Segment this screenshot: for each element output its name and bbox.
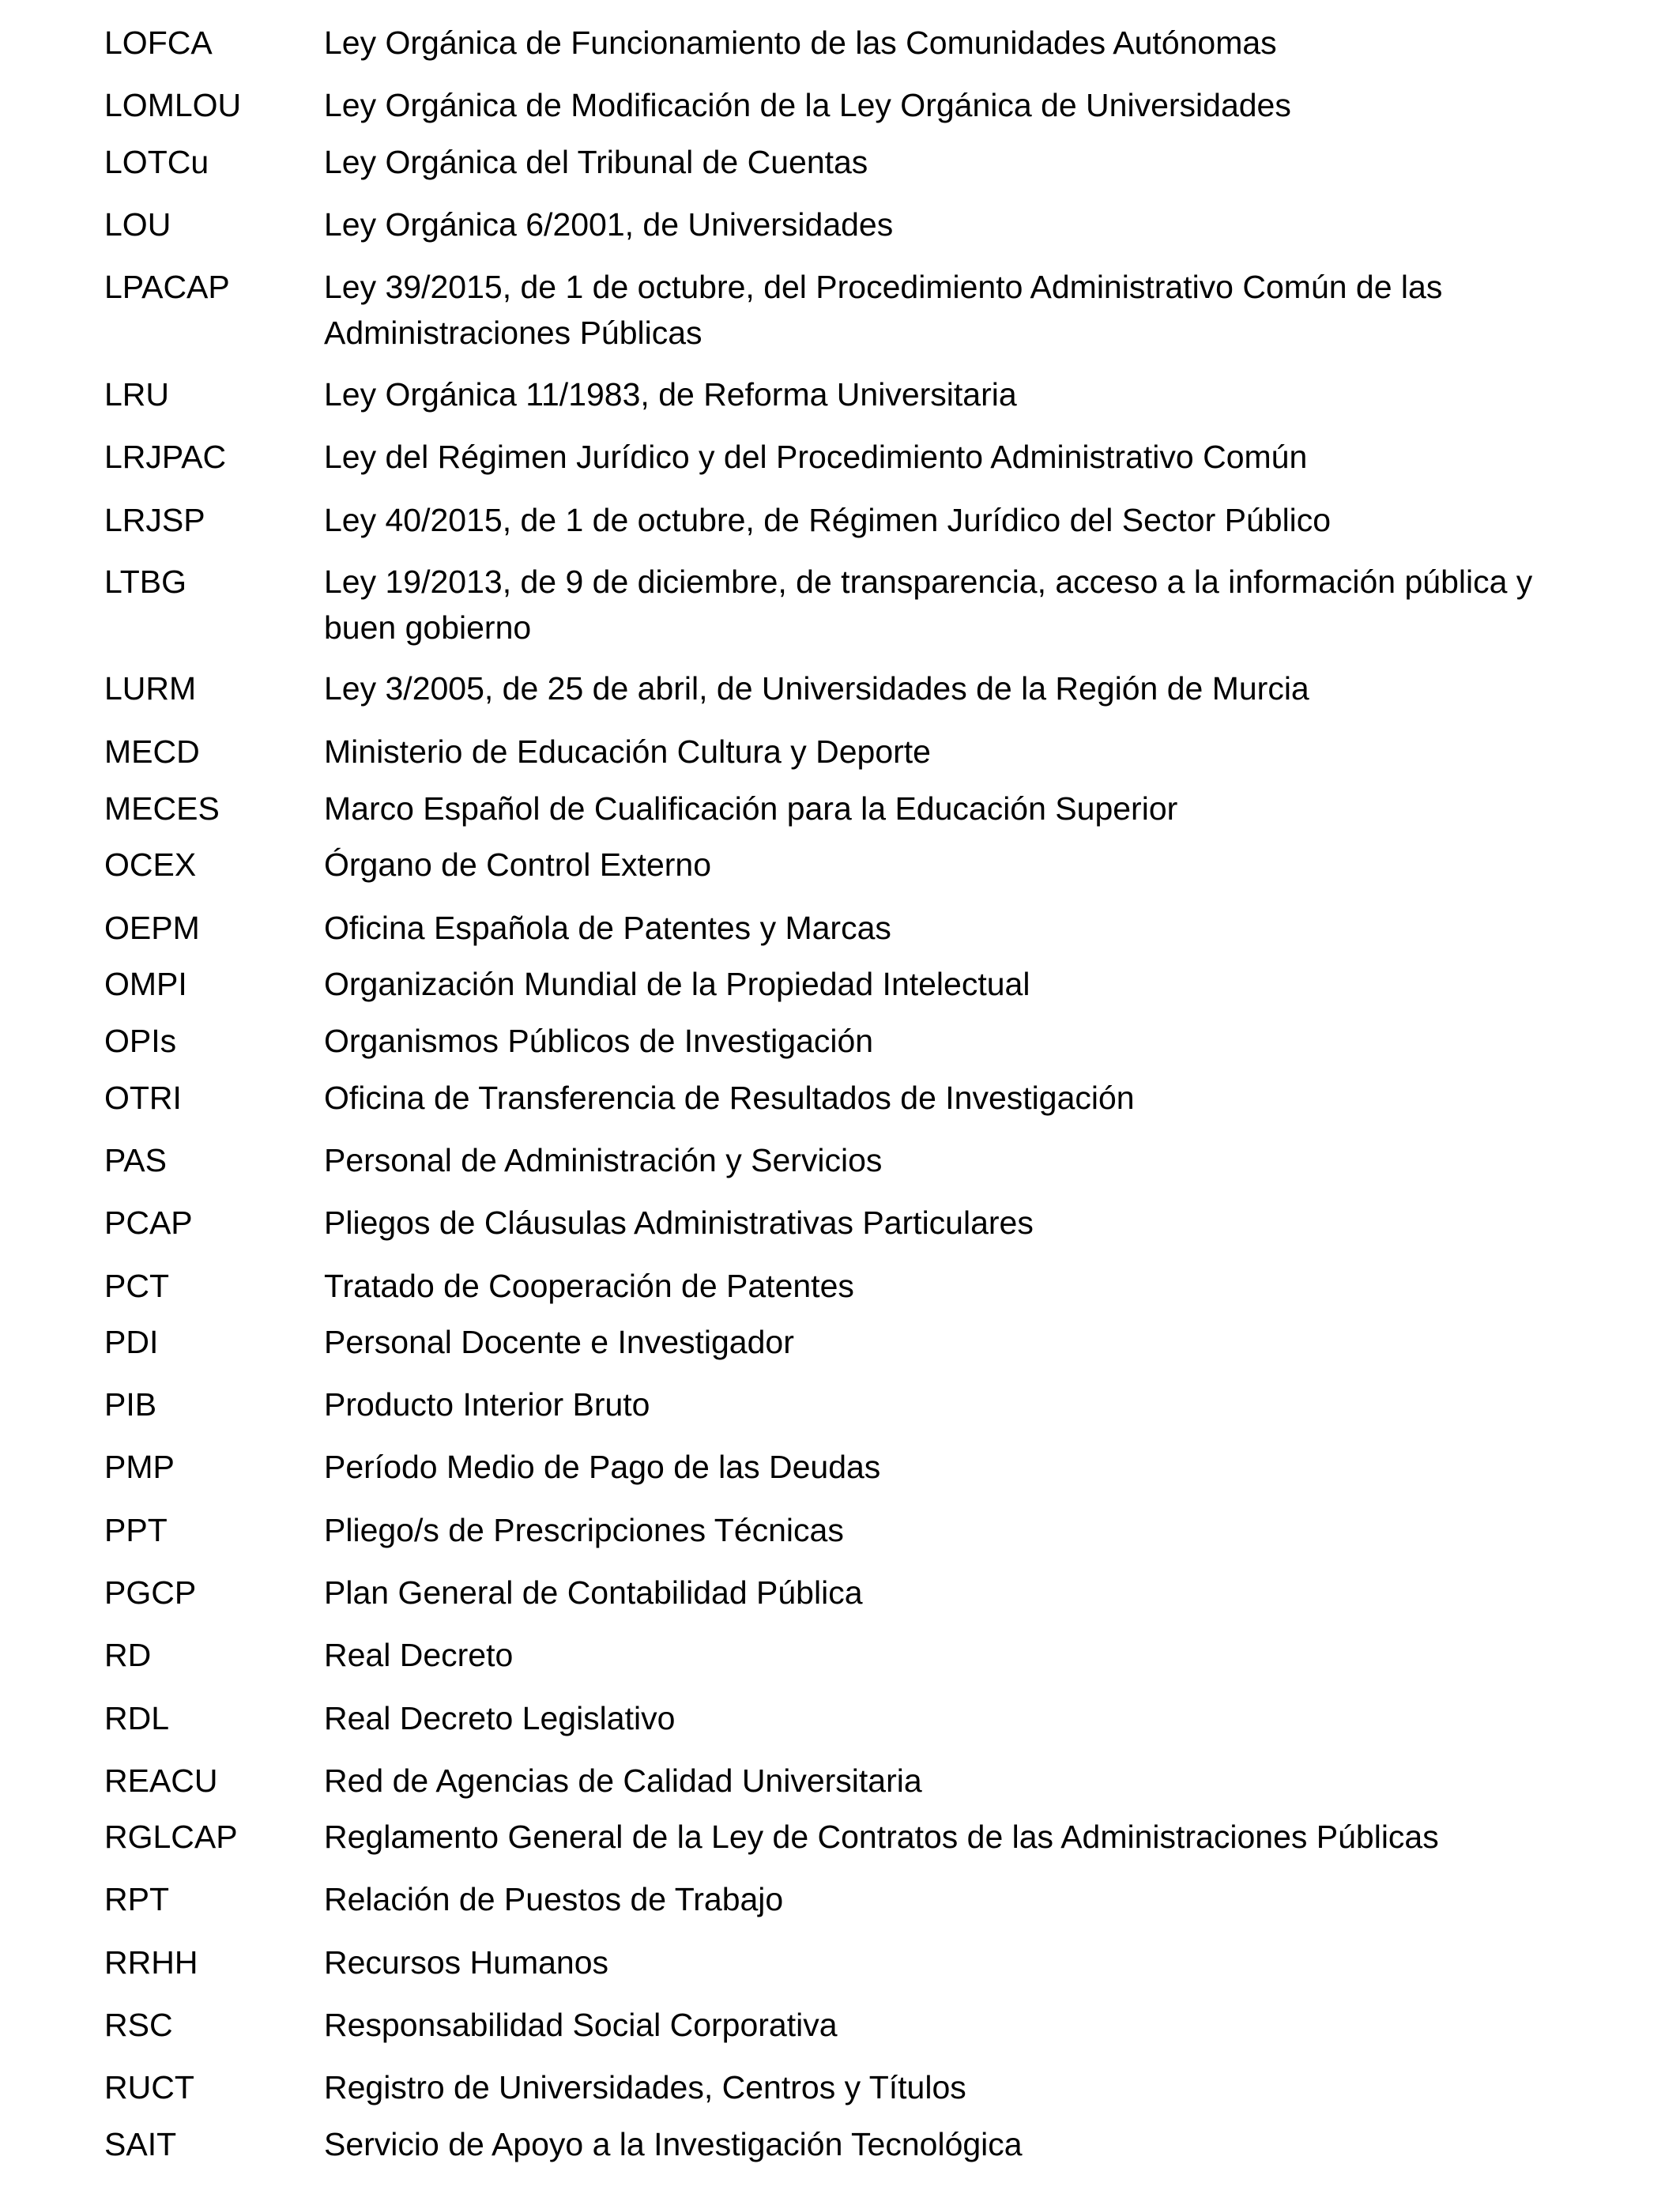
abbreviation-definition: Ministerio de Educación Cultura y Deporte <box>324 733 931 770</box>
abbreviation: LPACAP <box>104 269 230 305</box>
abbreviation: RRHH <box>104 1944 198 1981</box>
abbreviation-definition: Personal de Administración y Servicios <box>324 1142 883 1178</box>
abbreviation: OCEX <box>104 846 197 883</box>
abbreviation-definition: Ley Orgánica 6/2001, de Universidades <box>324 206 894 243</box>
abbreviation-definition: Real Decreto <box>324 1637 514 1673</box>
abbreviation-definition: Pliego/s de Prescripciones Técnicas <box>324 1512 844 1548</box>
abbreviation-definition: Producto Interior Bruto <box>324 1386 650 1423</box>
abbreviation-definition: Reglamento General de la Ley de Contratos de las Administraciones Públicas <box>324 1819 1439 1855</box>
abbreviation: OMPI <box>104 966 187 1002</box>
abbreviation-definition: Oficina Española de Patentes y Marcas <box>324 910 891 946</box>
abbreviation: LRJSP <box>104 502 205 538</box>
abbreviation-definition: Registro de Universidades, Centros y Títulos <box>324 2069 966 2105</box>
abbreviation-definition: Ley del Régimen Jurídico y del Procedimiento Administrativo Común <box>324 439 1308 475</box>
abbreviation-definition: Red de Agencias de Calidad Universitaria <box>324 1762 922 1799</box>
abbreviation: PCAP <box>104 1204 193 1241</box>
abbreviation-definition: Organización Mundial de la Propiedad Intelectual <box>324 966 1030 1002</box>
abbreviation-definition: Tratado de Cooperación de Patentes <box>324 1268 854 1304</box>
abbreviation: RSC <box>104 2007 173 2043</box>
abbreviation: PMP <box>104 1449 175 1485</box>
abbreviation: LRJPAC <box>104 439 227 475</box>
abbreviation: PPT <box>104 1512 168 1548</box>
abbreviation-definition: Pliegos de Cláusulas Administrativas Particulares <box>324 1204 1034 1241</box>
abbreviation-definition: Recursos Humanos <box>324 1944 609 1981</box>
abbreviation-definition: Ley Orgánica de Funcionamiento de las Comunidades Autónomas <box>324 25 1277 61</box>
abbreviation-definition: Ley Orgánica de Modificación de la Ley Orgánica de Universidades <box>324 87 1291 123</box>
abbreviation: LURM <box>104 670 197 707</box>
abbreviation: PDI <box>104 1324 159 1360</box>
abbreviation: LTBG <box>104 564 187 600</box>
abbreviation: OEPM <box>104 910 200 946</box>
abbreviation-definition: Ley 40/2015, de 1 de octubre, de Régimen Jurídico del Sector Público <box>324 502 1332 538</box>
abbreviation: MECES <box>104 790 220 827</box>
abbreviation: PIB <box>104 1386 157 1423</box>
abbreviation: RPT <box>104 1881 169 1917</box>
abbreviation: RD <box>104 1637 152 1673</box>
abbreviation-definition: Ley 3/2005, de 25 de abril, de Universidades de la Región de Murcia <box>324 670 1309 707</box>
abbreviation: LOU <box>104 206 171 243</box>
abbreviation: MECD <box>104 733 200 770</box>
abbreviation: SAIT <box>104 2126 177 2162</box>
abbreviation-definition: Servicio de Apoyo a la Investigación Tecnológica <box>324 2126 1023 2162</box>
abbreviation: PCT <box>104 1268 169 1304</box>
abbreviation-definition: Plan General de Contabilidad Pública <box>324 1574 863 1611</box>
abbreviation-definition: Oficina de Transferencia de Resultados de Investigación <box>324 1080 1135 1116</box>
abbreviation: LOTCu <box>104 144 209 180</box>
abbreviation-definition: Personal Docente e Investigador <box>324 1324 794 1360</box>
abbreviation: OTRI <box>104 1080 182 1116</box>
abbreviation: REACU <box>104 1762 218 1799</box>
abbreviation-definition: Ley Orgánica 11/1983, de Reforma Universitaria <box>324 376 1017 413</box>
abbreviation: OPIs <box>104 1023 177 1059</box>
abbreviation-definition: Ley 39/2015, de 1 de octubre, del Procedimiento Administrativo Común de las Administraciones Públicas <box>324 269 1443 351</box>
abbreviation-definition: Organismos Públicos de Investigación <box>324 1023 874 1059</box>
abbreviation-definition: Marco Español de Cualificación para la Educación Superior <box>324 790 1178 827</box>
abbreviation: RGLCAP <box>104 1819 238 1855</box>
abbreviation-definition: Responsabilidad Social Corporativa <box>324 2007 838 2043</box>
abbreviation-definition: Órgano de Control Externo <box>324 846 711 883</box>
abbreviation-definition: Período Medio de Pago de las Deudas <box>324 1449 881 1485</box>
abbreviation: PAS <box>104 1142 167 1178</box>
abbreviation-definition: Ley Orgánica del Tribunal de Cuentas <box>324 144 868 180</box>
abbreviation: RUCT <box>104 2069 194 2105</box>
abbreviation-definition: Real Decreto Legislativo <box>324 1700 676 1736</box>
abbreviation: LRU <box>104 376 170 413</box>
abbreviation-definition: Ley 19/2013, de 9 de diciembre, de transparencia, acceso a la información pública y buen gobierno <box>324 564 1533 646</box>
abbreviation: LOFCA <box>104 25 213 61</box>
abbreviation: LOMLOU <box>104 87 242 123</box>
abbreviation: PGCP <box>104 1574 197 1611</box>
abbreviation-definition: Relación de Puestos de Trabajo <box>324 1881 784 1917</box>
abbreviation: RDL <box>104 1700 170 1736</box>
